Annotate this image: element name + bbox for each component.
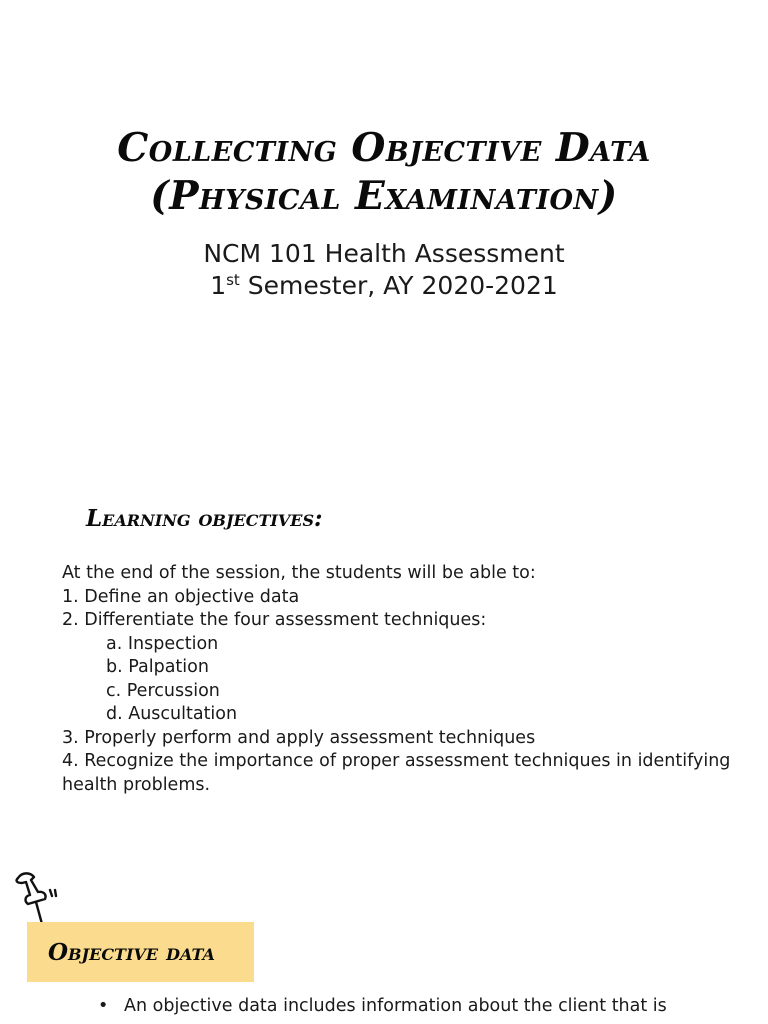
technique-inspection: a. Inspection (106, 633, 219, 654)
semester-text: Semester, AY 2020-2021 (239, 271, 558, 300)
course-name: NCM 101 Health Assessment (203, 239, 565, 268)
objective-data-heading: Objective data (48, 939, 215, 966)
objective-item-4: 4. Recognize the importance of proper assessment techniques in identifying health problems. (62, 751, 731, 795)
list-item (98, 994, 718, 1018)
semester-suffix: st (226, 271, 240, 289)
objective-data-list (98, 994, 718, 1018)
technique-percussion: c. Percussion (106, 680, 220, 701)
title-line-1: Collecting Objective Data (117, 125, 651, 171)
technique-auscultation: d. Auscultation (106, 704, 238, 724)
objectives-intro: At the end of the session, the students will be able to: (62, 563, 536, 583)
semester-line (0, 270, 768, 302)
learning-objectives-list (62, 562, 742, 797)
subtitle (0, 238, 768, 302)
bullet-text: An objective data includes information about the client that is (124, 996, 667, 1016)
objective-item-2: 2. Differentiate the four assessment techniques: (62, 610, 487, 630)
page-title (0, 124, 768, 220)
objective-item-1: 1. Define an objective data (62, 586, 300, 607)
learning-objectives-heading: Learning objectives: (86, 505, 323, 532)
title-line-2: (Physical Examination) (150, 173, 618, 219)
bullet-marker: • (98, 996, 109, 1016)
pushpin-icon (12, 868, 62, 928)
objective-item-3: 3. Properly perform and apply assessment techniques (62, 727, 536, 748)
semester-number: 1 (210, 271, 227, 300)
technique-palpation: b. Palpation (106, 657, 209, 677)
